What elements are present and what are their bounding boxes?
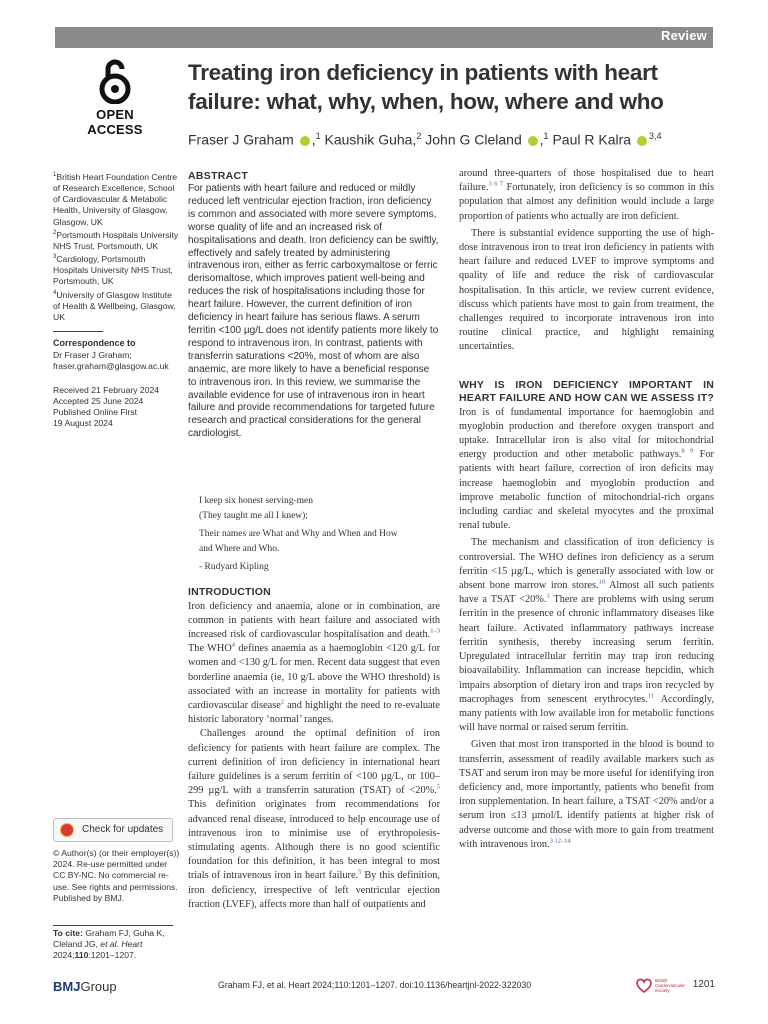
license-text: © Author(s) (or their employer(s)) 2024. Re-use permitted under CC BY-NC. No commercial re-use. See rights and permissions. Published by BMJ. bbox=[53, 848, 180, 903]
epigraph-attribution: - Rudyard Kipling bbox=[199, 562, 269, 572]
section-banner bbox=[55, 27, 713, 48]
author-name[interactable]: Fraser J Graham bbox=[188, 131, 294, 148]
author-affiliation: 3,4 bbox=[648, 131, 662, 141]
body-paragraph: around three-quarters of those hospitalised due to heart failure.$^{3 6 7}$ Fortunately, iron deficiency is so common in this population that almost any definition would include a large proportion of patients who actually are iron deficient. bbox=[459, 168, 714, 222]
reference-link[interactable]: 4 bbox=[231, 641, 236, 649]
check-updates-label: Check for updates bbox=[82, 824, 164, 835]
section-heading: WHY IS IRON DEFICIENCY IMPORTANT IN HEART FAILURE AND HOW CAN WE ASSESS IT? bbox=[459, 378, 714, 405]
affiliation-item: $^4$University of Glasgow Institute of Health & Wellbeing, Glasgow, UK bbox=[53, 289, 176, 322]
check-updates-button[interactable] bbox=[53, 818, 173, 842]
reference-link[interactable]: 5 bbox=[358, 868, 362, 876]
reference-link[interactable]: 8 9 bbox=[681, 447, 694, 455]
reference-link[interactable]: 3 12–14 bbox=[549, 837, 571, 845]
published-date: 19 August 2024 bbox=[53, 418, 113, 429]
open-access-logo bbox=[70, 58, 160, 137]
author-affiliation: 1 bbox=[315, 131, 321, 141]
abstract bbox=[188, 170, 440, 441]
bmj-group-logo: BMJGroup bbox=[53, 979, 117, 994]
accepted-date: Accepted 25 June 2024 bbox=[53, 395, 144, 406]
epigraph-line: Their names are What and Why and When and How bbox=[199, 529, 398, 539]
to-cite-box: To cite: Graham FJ, Guha K, Cleland JG, et al. Heart 2024;110:1201–1207. bbox=[53, 925, 173, 962]
correspondence-email[interactable]: fraser.graham@glasgow.ac.uk bbox=[53, 361, 169, 372]
author-list: Fraser J Graham ,$^1$ Kaushik Guha,$^2$ John G Cleland ,$^1$ Paul R Kalra $^{3,4}$ bbox=[188, 131, 662, 148]
body-paragraph: Given that most iron transported in the blood is bound to transferrin, assessment of readily available markers such as TSAT and serum iron may be more useful for identifying iron deficiency and, more importantly, patients who benefit from iron supplementation. In heart failure, a TSAT <20% and/or a serum iron ≤13 µmol/L identify patients at higher risk of adverse outcome and those with more to gain from treatment with intravenous iron.$^{3 12-14}$ bbox=[459, 739, 714, 850]
reference-link[interactable]: 2 bbox=[280, 698, 285, 706]
orcid-icon[interactable] bbox=[637, 136, 647, 146]
published-label: Published Online First bbox=[53, 407, 138, 418]
received-date: Received 21 February 2024 bbox=[53, 384, 160, 395]
body-paragraph: Iron deficiency and anaemia, alone or in combination, are common in patients with heart failure and associated with increased risk of cardiovascular hospitalisation and death.$^{1-3}$ The WHO$^4$ defines anaemia as a haemoglobin <120 g/L for women and <130 g/L for men. Recent data suggest that even borderline anaemia (ie, 10 g/L above the WHO threshold) is associated with an increase in mortality for patients with cardiovascular disease$^2$ and highlight the need to re-evaluate historic laboratory ‘normal’ ranges. bbox=[188, 600, 440, 726]
correspondence-heading: Correspondence to bbox=[53, 338, 136, 349]
article-dates bbox=[53, 385, 181, 430]
section-label: Review bbox=[660, 28, 707, 43]
article-title: Treating iron deficiency in patients with heart failure: what, why, when, how, where and who bbox=[188, 60, 664, 114]
body-paragraph: The mechanism and classification of iron deficiency is controversial. The WHO defines iron deficiency as a serum ferritin <15 µg/L, which is generally associated with low or absent bone marrow iron stores.$^{10}$ Almost all such patients have a TSAT <20%.$^3$ There are problems with using serum ferritin in the presence of chronic inflammatory diseases like heart failure. Activated inflammatory pathways increase ferritin synthesis, thereby increasing serum ferritin. Upregulated intracellular ferritin may trap iron reducing bioavailability. Inflammation can increase hepcidin, which impairs absorption of dietary iron and traps iron recycled by macrophages from senescent erythrocytes.$^{11}$ Accordingly, many patients with low available iron for metabolic functions will have normal or raised serum ferritin. bbox=[459, 537, 715, 734]
right-column bbox=[459, 167, 714, 852]
reference-link[interactable]: 5 bbox=[436, 783, 440, 791]
affiliation-item: $^2$Portsmouth Hospitals University NHS Trust, Portsmouth, UK bbox=[53, 229, 179, 251]
abstract-heading: ABSTRACT bbox=[188, 170, 249, 182]
reference-link[interactable]: 10 bbox=[598, 578, 606, 586]
author-affiliation: 2 bbox=[416, 131, 422, 141]
bcs-logo bbox=[635, 975, 695, 997]
author-name[interactable]: Kaushik Guha, bbox=[324, 131, 417, 148]
epigraph-line: I keep six honest serving-men bbox=[199, 496, 313, 506]
introduction-section bbox=[188, 586, 440, 912]
body-paragraph: Challenges around the optimal definition of iron deficiency for patients with heart failure are complex. The current definition of iron deficiency in international heart failure guidelines is a serum ferritin of <100 µg/L, or 100–299 µg/L with a transferrin saturation (TSAT) of <20%.$^5$ This definition originates from recommendations for advanced renal disease, introduced to help encourage use of intravenous iron to minimise use of erythropoiesis-stimulating agents. Although there is no good scientific foundation for this definition, it has been integral to most trials of intravenous iron in heart failure.$^5$ By this definition, iron deficiency, irrespective of left ventricular ejection fraction (LVEF), affects more than half of outpatients and bbox=[188, 728, 440, 910]
body-paragraph: Iron is of fundamental importance for haemoglobin and myoglobin production and therefore oxygen transport and uptake. Intracellular iron is also vital for mitochondrial energy production and other metabolic pathways.$^{8 9}$ For patients with heart failure, correction of iron deficits may increase haemoglobin and myoglobin production and improve metabolic function of mitochondrial-rich organs including cardiac and skeletal myocytes and the proximal renal tubule. bbox=[459, 406, 714, 532]
divider bbox=[53, 331, 103, 332]
abstract-text: For patients with heart failure and reduced or mildly reduced left ventricular ejection fraction, iron deficiency is common and associated with more severe symptoms, worse quality of life and an increased risk of hospitalisations and death. Iron deficiency can be swiftly, effectively and safely treated by administering intravenous iron, either as ferric carboxymaltose or ferric derisomaltose, which improves patient well-being and reduces the risk of hospitalisations including those for heart failure. However, the current definition of iron deficiency in heart failure has serious flaws. A serum ferritin <100 µg/L does not identify patients more likely to respond to intravenous iron. In contrast, patients with transferrin saturations <20%, most of whom are also anaemic, are more likely to have a beneficial response to intravenous iron. In this review, we summarise the available evidence for use of intravenous iron in heart failure and provide recommendations for targeted future research and practical considerations for the general cardiologist. bbox=[188, 183, 439, 440]
orcid-icon[interactable] bbox=[300, 136, 310, 146]
heart-icon bbox=[635, 976, 653, 994]
bcs-label: British Cardiovascular Society bbox=[655, 978, 686, 993]
crossmark-icon bbox=[60, 823, 74, 837]
reference-link[interactable]: 1–3 bbox=[430, 627, 440, 635]
reference-link[interactable]: 11 bbox=[647, 692, 655, 700]
page-number: 1201 bbox=[692, 979, 715, 990]
footer-citation: Graham FJ, et al. Heart 2024;110:1201–1207. doi:10.1136/heartjnl-2022-322030 bbox=[218, 980, 532, 990]
author-name[interactable]: John G Cleland bbox=[425, 131, 522, 148]
affiliation-item: $^1$British Heart Foundation Centre of Research Excellence, School of Cardiovascular & Metabolic Health, University of Glasgow, Glasgow, UK bbox=[53, 171, 178, 227]
author-name[interactable]: Paul R Kalra bbox=[552, 131, 632, 148]
reference-link[interactable]: 3 bbox=[546, 592, 550, 600]
article-sidebar bbox=[53, 170, 181, 430]
correspondence-name: Dr Fraser J Graham; bbox=[53, 350, 132, 361]
affiliation-item: $^3$Cardiology, Portsmouth Hospitals University NHS Trust, Portsmouth, UK bbox=[53, 254, 173, 287]
epigraph bbox=[199, 494, 439, 575]
orcid-icon[interactable] bbox=[528, 136, 538, 146]
open-lock-icon bbox=[95, 58, 135, 104]
epigraph-line: and Where and Who. bbox=[199, 543, 280, 554]
epigraph-line: (They taught me all I knew); bbox=[199, 510, 308, 521]
page-footer bbox=[53, 977, 715, 997]
open-access-label: OPEN ACCESS bbox=[87, 107, 143, 137]
reference-link[interactable]: 3 6 7 bbox=[488, 180, 504, 188]
body-paragraph: There is substantial evidence supporting the use of high-dose intravenous iron to treat iron deficiency in patients with heart failure and reduced LVEF to improve symptoms and quality of life and reduce the risk of cardiovascular hospitalisation. In this article, we review current evidence, discuss which patients have most to gain from treatment, the challenges required to incorporate intravenous iron into routine clinical practice, and highlight remaining uncertainties. bbox=[459, 227, 714, 353]
section-heading: INTRODUCTION bbox=[188, 586, 271, 598]
author-affiliation: 1 bbox=[543, 131, 549, 141]
